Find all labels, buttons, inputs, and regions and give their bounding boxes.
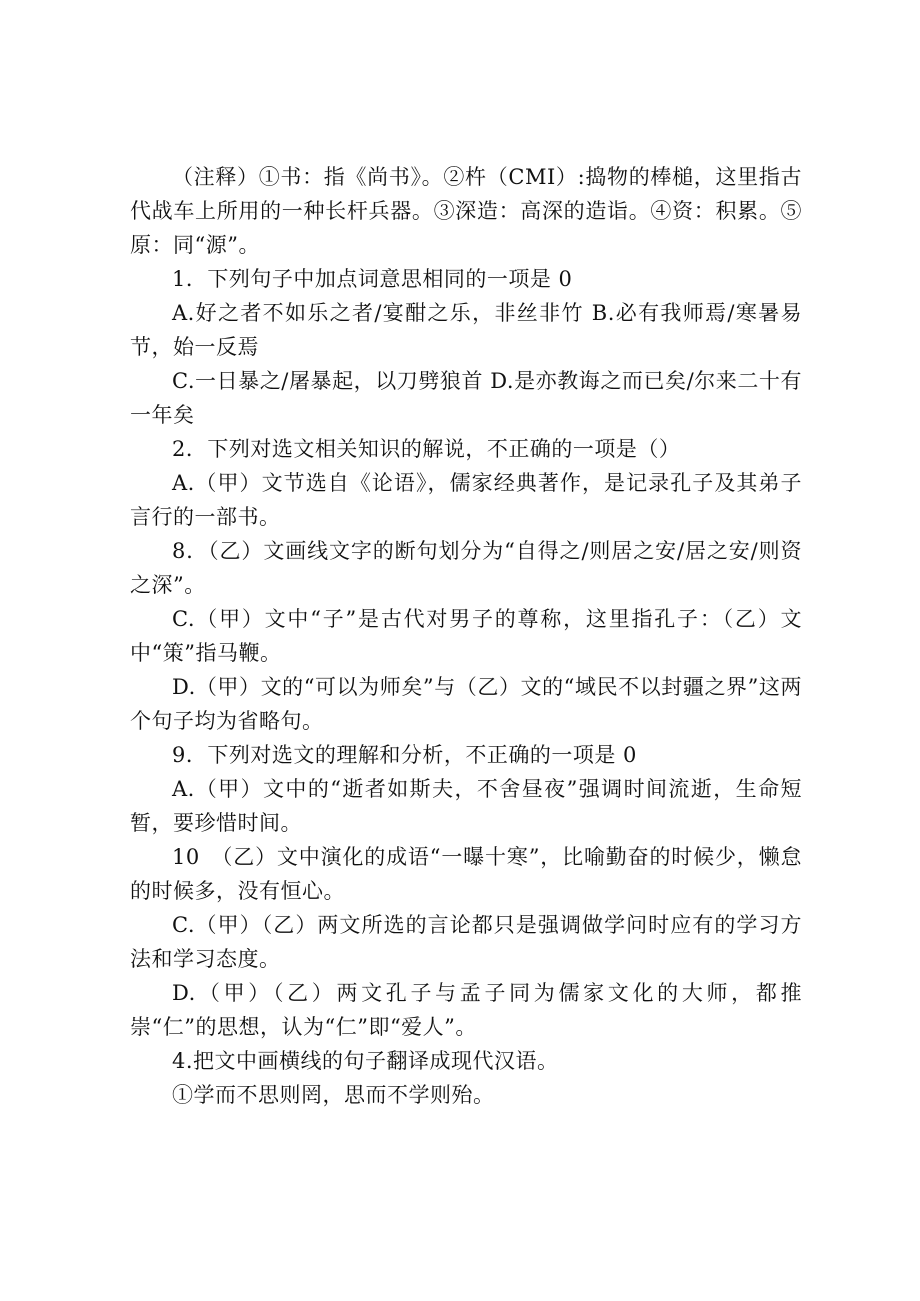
- question-4: 4.把文中画横线的句子翻译成现代汉语。: [172, 1049, 559, 1073]
- question-4-sentence-1: ①学而不思则罔，思而不学则殆。: [172, 1083, 495, 1107]
- question-3-option-d: D.（甲）（乙）两文孔子与孟子同为儒家文化的大师，都推崇“仁”的思想，认为“仁”即“爱人”。: [130, 981, 802, 1039]
- annotation-paragraph: （注释）①书：指《尚书》。②杵（CMI）:捣物的棒槌，这里指古代战车上所用的一种长杆兵器。③深造：高深的造诣。④资：积累。⑤原：同“源”。: [130, 165, 802, 257]
- question-1-options-ab: A.好之者不如乐之者/宴酣之乐，非丝非竹 B.必有我师焉/寒暑易节，始一反焉: [130, 301, 802, 359]
- question-3-option-a: A.（甲）文中的“逝者如斯夫，不舍昼夜”强调时间流逝，生命短暂，要珍惜时间。: [130, 777, 802, 835]
- question-2: 2．下列对选文相关知识的解说，不正确的一项是（）: [172, 437, 681, 461]
- question-2-option-b: 8．（乙）文画线文字的断句划分为“自得之/则居之安/居之安/则资之深”。: [130, 539, 802, 597]
- question-1-options-cd: C.一日暴之/屠暴起，以刀劈狼首 D.是亦教诲之而已矣/尔来二十有一年矣: [130, 369, 802, 427]
- question-2-option-c: C.（甲）文中“子”是古代对男子的尊称，这里指孔子：（乙）文中“策”指马鞭。: [130, 607, 802, 665]
- question-3: 9．下列对选文的理解和分析，不正确的一项是 0: [172, 743, 637, 767]
- document-page: [130, 160, 802, 1112]
- question-3-option-b: 10 （乙）文中演化的成语“一曝十寒”，比喻勤奋的时候少，懒怠的时候多，没有恒心。: [130, 845, 802, 903]
- question-2-option-a: A.（甲）文节选自《论语》，儒家经典著作，是记录孔子及其弟子言行的一部书。: [130, 471, 802, 529]
- question-1: 1．下列句子中加点词意思相同的一项是 0: [172, 267, 573, 291]
- question-3-option-c: C.（甲）（乙）两文所选的言论都只是强调做学问时应有的学习方法和学习态度。: [130, 913, 802, 971]
- question-2-option-d: D.（甲）文的“可以为师矣”与（乙）文的“域民不以封疆之界”这两个句子均为省略句。: [130, 675, 802, 733]
